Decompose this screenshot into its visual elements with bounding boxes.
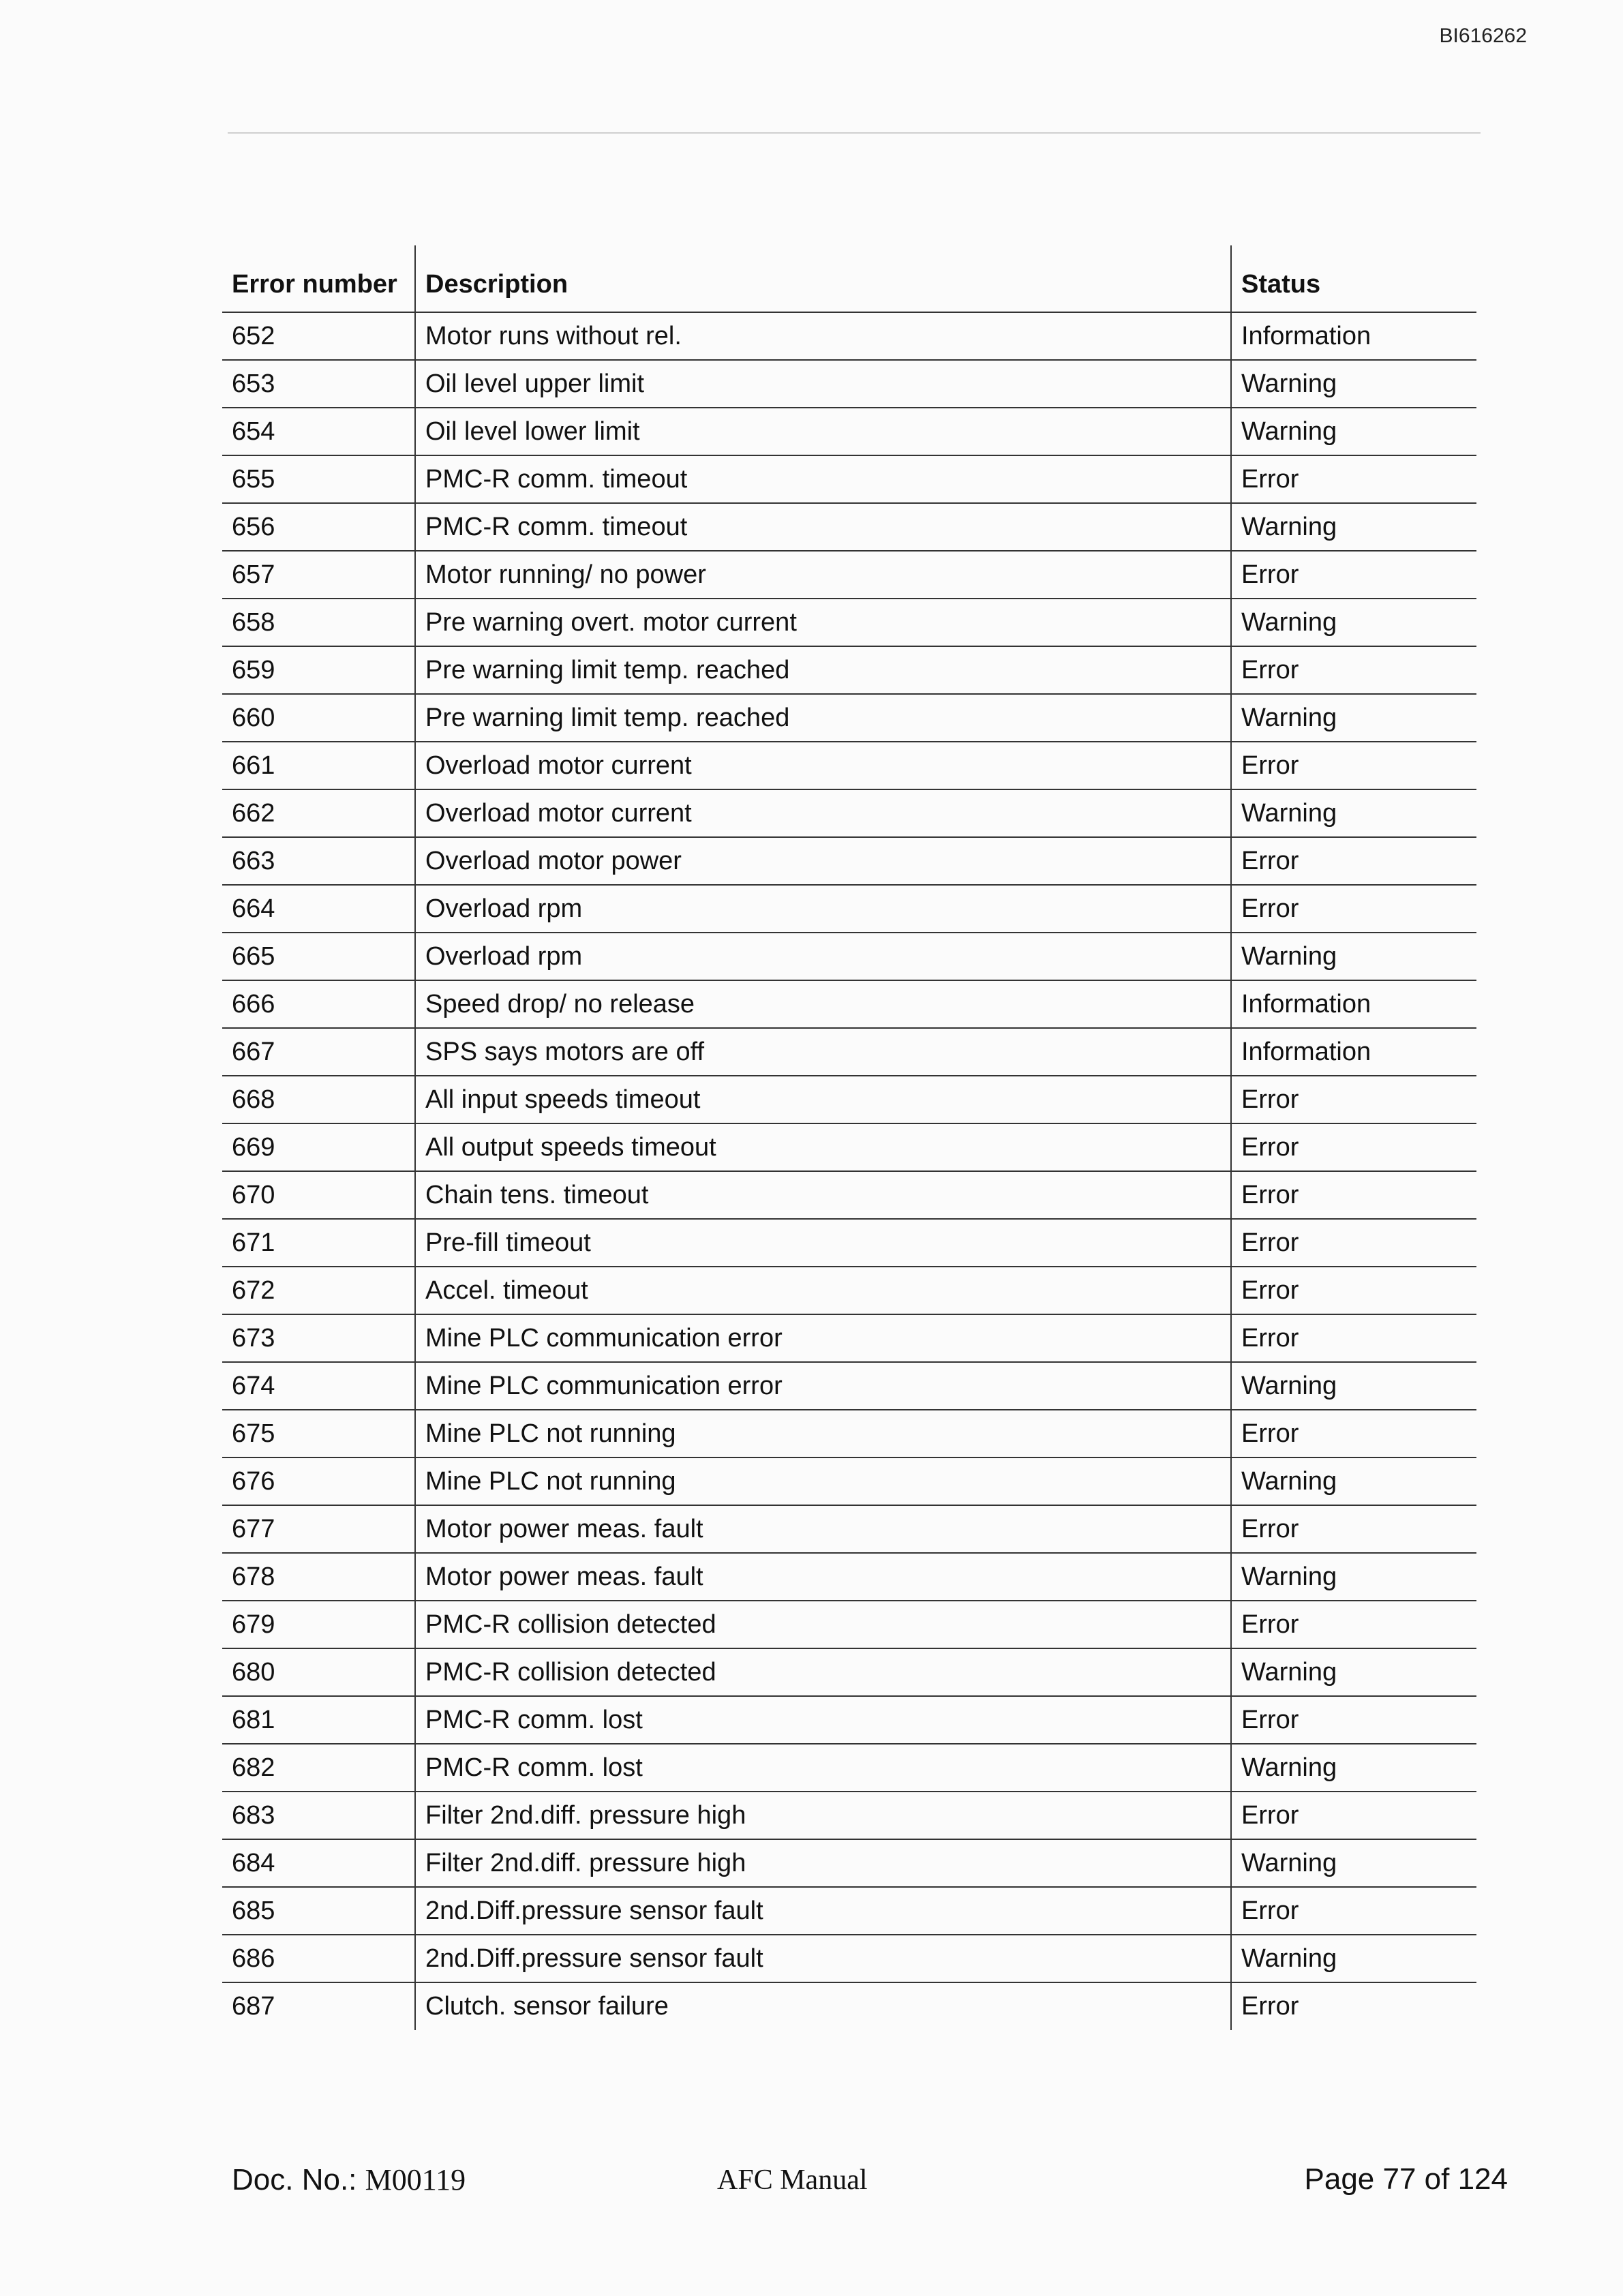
description-cell: Overload motor power — [415, 837, 1231, 885]
doc-number-label: Doc. No.: — [232, 2163, 365, 2196]
description-cell: Oil level lower limit — [415, 408, 1231, 455]
error-number-cell: 656 — [222, 503, 415, 551]
status-cell: Error — [1231, 885, 1476, 933]
description-cell: Mine PLC communication error — [415, 1362, 1231, 1410]
description-cell: Mine PLC not running — [415, 1457, 1231, 1505]
status-cell: Error — [1231, 1792, 1476, 1839]
status-cell: Warning — [1231, 1839, 1476, 1887]
table-header-row — [222, 245, 1476, 312]
table-row — [222, 1267, 1476, 1314]
description-cell: PMC-R comm. timeout — [415, 455, 1231, 503]
table-row — [222, 1028, 1476, 1076]
error-number-cell: 679 — [222, 1601, 415, 1648]
footer-doc-number — [232, 2162, 466, 2197]
error-number-cell: 668 — [222, 1076, 415, 1123]
description-cell: 2nd.Diff.pressure sensor fault — [415, 1935, 1231, 1982]
description-cell: Mine PLC communication error — [415, 1314, 1231, 1362]
status-cell: Warning — [1231, 360, 1476, 408]
description-cell: Pre warning overt. motor current — [415, 599, 1231, 646]
description-cell: Motor running/ no power — [415, 551, 1231, 599]
header-divider — [228, 132, 1481, 134]
error-number-cell: 673 — [222, 1314, 415, 1362]
table-row — [222, 551, 1476, 599]
description-cell: Chain tens. timeout — [415, 1171, 1231, 1219]
error-number-cell: 680 — [222, 1648, 415, 1696]
table-row — [222, 742, 1476, 789]
column-header-error-number: Error number — [222, 245, 415, 312]
status-cell: Error — [1231, 646, 1476, 694]
table-body — [222, 312, 1476, 2030]
error-number-cell: 676 — [222, 1457, 415, 1505]
description-cell: Overload motor current — [415, 789, 1231, 837]
error-number-cell: 655 — [222, 455, 415, 503]
footer-page-number: Page 77 of 124 — [1304, 2162, 1508, 2196]
column-header-description: Description — [415, 245, 1231, 312]
table-row — [222, 885, 1476, 933]
table-row — [222, 1123, 1476, 1171]
description-cell: Pre warning limit temp. reached — [415, 646, 1231, 694]
status-cell: Error — [1231, 837, 1476, 885]
table-row — [222, 980, 1476, 1028]
status-cell: Error — [1231, 455, 1476, 503]
description-cell: PMC-R collision detected — [415, 1601, 1231, 1648]
description-cell: 2nd.Diff.pressure sensor fault — [415, 1887, 1231, 1935]
table-row — [222, 1219, 1476, 1267]
error-number-cell: 663 — [222, 837, 415, 885]
status-cell: Error — [1231, 1410, 1476, 1457]
status-cell: Error — [1231, 1123, 1476, 1171]
description-cell: PMC-R comm. lost — [415, 1696, 1231, 1744]
doc-number-value: M00119 — [365, 2163, 466, 2196]
description-cell: Overload rpm — [415, 885, 1231, 933]
error-number-cell: 672 — [222, 1267, 415, 1314]
table-row — [222, 1410, 1476, 1457]
table-row — [222, 1648, 1476, 1696]
table-row — [222, 1076, 1476, 1123]
table-row — [222, 360, 1476, 408]
error-number-cell: 685 — [222, 1887, 415, 1935]
status-cell: Warning — [1231, 1362, 1476, 1410]
table-row — [222, 1982, 1476, 2030]
status-cell: Warning — [1231, 789, 1476, 837]
description-cell: Filter 2nd.diff. pressure high — [415, 1839, 1231, 1887]
status-cell: Warning — [1231, 1648, 1476, 1696]
table-row — [222, 408, 1476, 455]
error-number-cell: 652 — [222, 312, 415, 360]
status-cell: Information — [1231, 980, 1476, 1028]
status-cell: Warning — [1231, 933, 1476, 980]
description-cell: Motor runs without rel. — [415, 312, 1231, 360]
description-cell: Filter 2nd.diff. pressure high — [415, 1792, 1231, 1839]
table-row — [222, 1553, 1476, 1601]
status-cell: Error — [1231, 1076, 1476, 1123]
status-cell: Warning — [1231, 599, 1476, 646]
table-row — [222, 1935, 1476, 1982]
description-cell: Motor power meas. fault — [415, 1505, 1231, 1553]
status-cell: Error — [1231, 1505, 1476, 1553]
error-number-cell: 657 — [222, 551, 415, 599]
description-cell: Speed drop/ no release — [415, 980, 1231, 1028]
error-number-cell: 687 — [222, 1982, 415, 2030]
table-row — [222, 1601, 1476, 1648]
status-cell: Error — [1231, 1219, 1476, 1267]
status-cell: Information — [1231, 1028, 1476, 1076]
status-cell: Warning — [1231, 1935, 1476, 1982]
status-cell: Error — [1231, 742, 1476, 789]
column-header-status: Status — [1231, 245, 1476, 312]
page-footer — [232, 2162, 1508, 2203]
footer-title: AFC Manual — [717, 2164, 868, 2196]
table-row — [222, 1362, 1476, 1410]
error-number-cell: 675 — [222, 1410, 415, 1457]
error-number-cell: 659 — [222, 646, 415, 694]
description-cell: Clutch. sensor failure — [415, 1982, 1231, 2030]
error-number-cell: 660 — [222, 694, 415, 742]
error-number-cell: 677 — [222, 1505, 415, 1553]
description-cell: All input speeds timeout — [415, 1076, 1231, 1123]
error-number-cell: 658 — [222, 599, 415, 646]
description-cell: PMC-R comm. timeout — [415, 503, 1231, 551]
status-cell: Information — [1231, 312, 1476, 360]
status-cell: Error — [1241, 1992, 1299, 2021]
table-row — [222, 1887, 1476, 1935]
description-cell: SPS says motors are off — [415, 1028, 1231, 1076]
description-cell: Overload rpm — [415, 933, 1231, 980]
description-cell: Pre warning limit temp. reached — [415, 694, 1231, 742]
table-row — [222, 1314, 1476, 1362]
table-row — [222, 1744, 1476, 1792]
table-row — [222, 1505, 1476, 1553]
status-cell: Error — [1231, 551, 1476, 599]
status-cell: Warning — [1231, 503, 1476, 551]
status-cell: Error — [1231, 1887, 1476, 1935]
table-row — [222, 1457, 1476, 1505]
status-cell: Warning — [1231, 1553, 1476, 1601]
description-cell: Overload motor current — [415, 742, 1231, 789]
table-row — [222, 455, 1476, 503]
error-number-cell: 667 — [222, 1028, 415, 1076]
description-cell: PMC-R comm. lost — [415, 1744, 1231, 1792]
description-cell: Mine PLC not running — [415, 1410, 1231, 1457]
error-number-cell: 674 — [222, 1362, 415, 1410]
status-cell: Error — [1231, 1267, 1476, 1314]
error-number-cell: 661 — [222, 742, 415, 789]
error-number-cell: 664 — [222, 885, 415, 933]
error-number-cell: 681 — [222, 1696, 415, 1744]
error-number-cell: 683 — [222, 1792, 415, 1839]
table-row — [222, 599, 1476, 646]
error-number-cell: 662 — [222, 789, 415, 837]
error-number-cell: 686 — [222, 1935, 415, 1982]
description-cell: Motor power meas. fault — [415, 1553, 1231, 1601]
description-cell: Oil level upper limit — [415, 360, 1231, 408]
error-number-cell: 669 — [222, 1123, 415, 1171]
table-row — [222, 933, 1476, 980]
table-row — [222, 694, 1476, 742]
status-cell: Error — [1231, 1171, 1476, 1219]
table-row — [222, 1792, 1476, 1839]
error-number-cell: 653 — [222, 360, 415, 408]
description-cell: All output speeds timeout — [415, 1123, 1231, 1171]
status-cell: Warning — [1231, 694, 1476, 742]
status-cell: Error — [1231, 1314, 1476, 1362]
error-number-cell: 666 — [222, 980, 415, 1028]
error-number-cell: 682 — [222, 1744, 415, 1792]
table-row — [222, 646, 1476, 694]
document-id: BI616262 — [1439, 25, 1527, 47]
description-cell: PMC-R collision detected — [415, 1648, 1231, 1696]
table-row — [222, 789, 1476, 837]
error-number-cell: 671 — [222, 1219, 415, 1267]
table-row — [222, 503, 1476, 551]
table-row — [222, 837, 1476, 885]
description-cell: Accel. timeout — [415, 1267, 1231, 1314]
error-number-cell: 678 — [222, 1553, 415, 1601]
status-cell: Warning — [1231, 408, 1476, 455]
status-cell: Warning — [1231, 1744, 1476, 1792]
error-number-cell: 654 — [222, 408, 415, 455]
table-row — [222, 1839, 1476, 1887]
status-cell: Error — [1231, 1601, 1476, 1648]
error-number-cell: 665 — [222, 933, 415, 980]
status-cell: Error — [1231, 1696, 1476, 1744]
table-row — [222, 312, 1476, 360]
error-number-cell: 684 — [222, 1839, 415, 1887]
table-row — [222, 1171, 1476, 1219]
status-cell: Warning — [1231, 1457, 1476, 1505]
error-code-table — [222, 245, 1476, 2030]
error-number-cell: 670 — [222, 1171, 415, 1219]
description-cell: Pre-fill timeout — [415, 1219, 1231, 1267]
table-row — [222, 1696, 1476, 1744]
